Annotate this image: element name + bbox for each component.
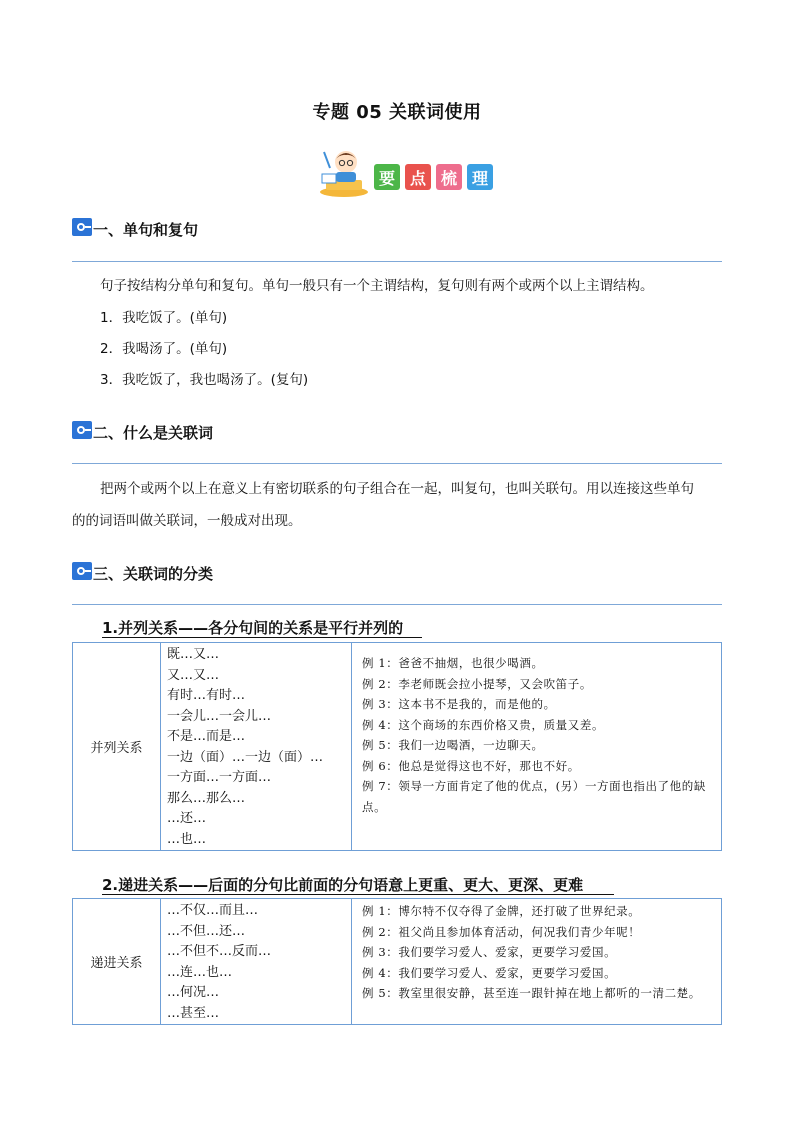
list-item: 1．我吃饭了。(单句) xyxy=(100,310,228,326)
divider xyxy=(72,604,722,605)
badge-char-4: 理 xyxy=(467,164,493,190)
connective-word: …还… xyxy=(167,811,207,826)
relation-label: 递进关系 xyxy=(73,899,161,1025)
examples xyxy=(352,643,722,851)
connective-word: …也… xyxy=(167,831,207,847)
progressive-heading: 2.递进关系——后面的分句比前面的分句语意上更重、更大、更深、更难 xyxy=(102,876,584,894)
example-sentence: 例 3：我们要学习爱人、爱家，更要学习爱国。 xyxy=(362,945,617,959)
key-points-badge xyxy=(316,148,502,200)
example-sentence: 例 4：我们要学习爱人、爱家，更要学习爱国。 xyxy=(362,965,617,980)
connective-word: …甚至… xyxy=(167,1005,220,1021)
connective-words xyxy=(161,643,352,851)
connective-word: …连…也… xyxy=(167,964,233,980)
connective-word: 一方面…一方面… xyxy=(167,770,272,785)
list-item: 2．我喝汤了。(单句) xyxy=(100,341,228,357)
section-marker-icon xyxy=(72,218,92,236)
heading-underline xyxy=(102,894,614,895)
connective-word: 一会儿…一会儿… xyxy=(167,708,272,724)
section2-paragraph-line-2: 的的词语叫做关联词，一般成对出现。 xyxy=(72,513,302,529)
badge-char-2: 点 xyxy=(405,164,431,190)
connective-word: 不是…而是… xyxy=(167,729,246,744)
example-sentence: 例 1：爸爸不抽烟，也很少喝酒。 xyxy=(362,656,544,670)
connective-word: …不但不…反而… xyxy=(167,944,272,959)
badge-char-3: 梳 xyxy=(436,164,462,190)
divider xyxy=(72,463,722,464)
example-sentence: 例 1：博尔特不仅夺得了金牌，还打破了世界纪录。 xyxy=(362,904,641,918)
heading-underline xyxy=(102,637,422,638)
connective-word: …不仅…而且… xyxy=(167,903,259,918)
document-page: 专题 05 关联词使用 要 点 梳 理 一、单句和复句 句子按结构分单句和复句。单句一般只有一个主谓结构，复句则有两个或两个以上主谓结构。 1．我吃饭了。(单句) 2．我喝汤了。(单句) 3．我吃饭了，我也喝汤了。(复句) 二、什么是关联词 把两个或两个以上在意义上有密切联系的句子组合在一起，叫复句，也叫关联句。用以连接这些单句 的的词语叫做关联词，一般成对出现。 三、关联词的分类 1.并列关系——各分句间的关系是平行并列的 并列关系 既…又… 又…又… 有时…有时… 一会儿…一会儿… 不是…而是… 一边（面）…一边（面）… 一方面…一方面… 那么…那么… …还… …也… 例 1：爸爸不抽烟，也很少喝酒。 例 2：李老师既会拉小提琴，又会吹笛子。 例 3：这本书不是我的，而是他的。 例 4：这个商场的东西价格又贵，质量又差。 例 5：我们一边喝酒，一边聊天。 例 6：他总是觉得这也不好，那也不好。 例 7：领导一方面肯定了他的优点，(另）一方面也指出了他的缺点。 2.递进关系——后面的分句比前面的分句语意上更重、更大、更深、更难 递进关系 …不仅…而且… …不但…还… …不但不…反而… …连…也… …何况… …甚至… 例 1：博尔特不仅夺得了金牌，还打破了世界纪录。 例 2：祖父尚且参加体育活动，何况我们青少年呢！ 例 3：我们要学习爱人、爱家，更要学习爱国。 例 4：我们要学习爱人、爱家，更要学习爱国。 例 5：教室里很安静，甚至连一跟针掉在地上都听的一清二楚。 xyxy=(0,0,794,1123)
section-marker-icon xyxy=(72,562,92,580)
connective-word: 既…又… xyxy=(167,647,220,662)
example-sentence: 例 4：这个商场的东西价格又贵，质量又差。 xyxy=(362,717,605,732)
parallel-heading: 1.并列关系——各分句间的关系是平行并列的 xyxy=(102,619,404,637)
connective-word: …何况… xyxy=(167,985,220,1000)
progressive-table xyxy=(72,898,722,1025)
example-sentence: 例 5：我们一边喝酒，一边聊天。 xyxy=(362,738,544,752)
section1-intro: 句子按结构分单句和复句。单句一般只有一个主谓结构，复句则有两个或两个以上主谓结构。 xyxy=(100,278,654,294)
page-title: 专题 05 关联词使用 xyxy=(312,102,482,123)
example-sentence: 例 6：他总是觉得这也不好，那也不好。 xyxy=(362,758,580,773)
connective-word: 一边（面）…一边（面）… xyxy=(167,749,324,765)
example-sentence: 例 5：教室里很安静，甚至连一跟针掉在地上都听的一清二楚。 xyxy=(362,986,701,1000)
example-sentence: 例 3：这本书不是我的，而是他的。 xyxy=(362,697,556,711)
parallel-table xyxy=(72,642,722,851)
divider xyxy=(72,261,722,262)
example-sentence: 例 2：李老师既会拉小提琴，又会吹笛子。 xyxy=(362,676,592,691)
example-sentence: 例 2：祖父尚且参加体育活动，何况我们青少年呢！ xyxy=(362,924,641,939)
examples xyxy=(352,899,722,1025)
section-marker-icon xyxy=(72,421,92,439)
example-sentence: 例 7：领导一方面肯定了他的优点，(另）一方面也指出了他的缺点。 xyxy=(362,779,706,814)
section2-paragraph-line-1: 把两个或两个以上在意义上有密切联系的句子组合在一起，叫复句，也叫关联句。用以连接这些单句 xyxy=(100,481,694,497)
list-item: 3．我吃饭了，我也喝汤了。(复句) xyxy=(100,372,309,388)
connective-word: 那么…那么… xyxy=(167,790,246,806)
student-reading-icon xyxy=(316,148,372,198)
connective-words xyxy=(161,899,352,1025)
connective-word: …不但…还… xyxy=(167,923,246,939)
badge-char-1: 要 xyxy=(374,164,400,190)
relation-label: 并列关系 xyxy=(73,643,161,851)
connective-word: 又…又… xyxy=(167,667,220,683)
connective-word: 有时…有时… xyxy=(167,688,246,703)
